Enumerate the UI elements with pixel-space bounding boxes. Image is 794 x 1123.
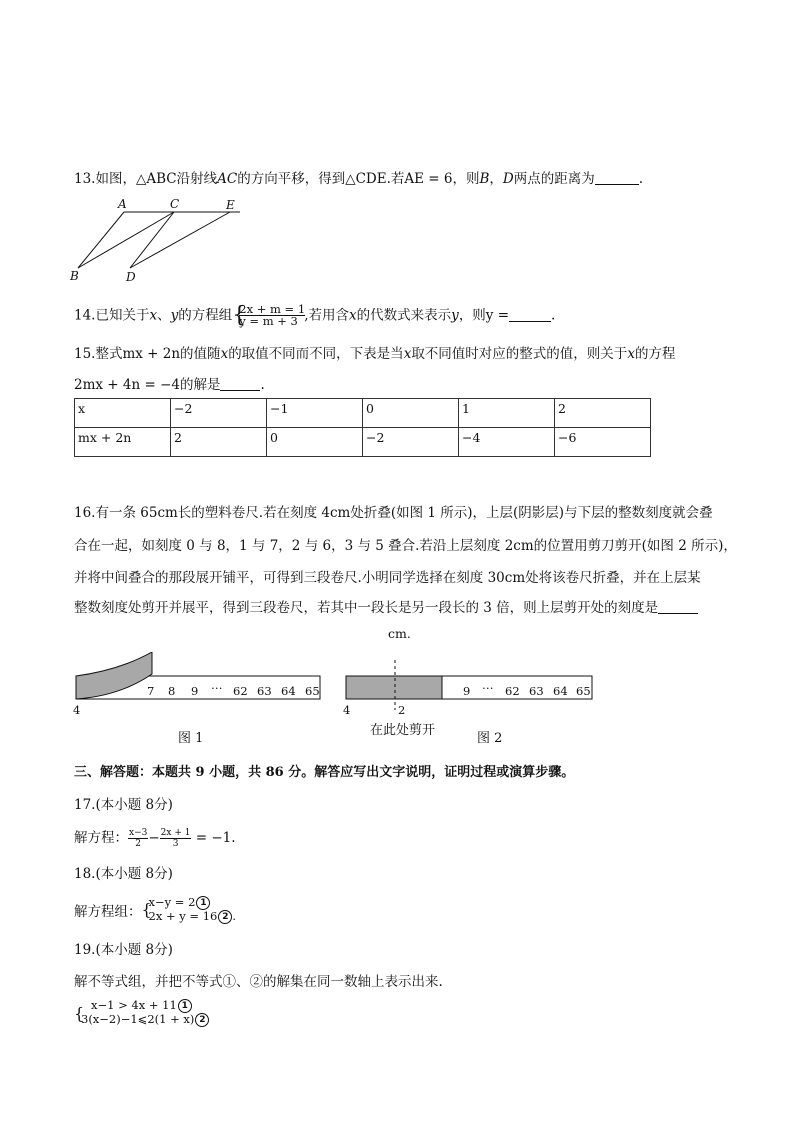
q14-prefix: 14.已知关于 <box>74 307 150 324</box>
tick-label: … <box>211 678 223 692</box>
tick-label: 63 <box>529 684 544 698</box>
q18-end: . <box>232 909 236 923</box>
table-cell: −4 <box>459 428 555 457</box>
q13-figure <box>66 196 256 286</box>
q14-text <box>74 303 555 329</box>
q14-equation-system <box>232 303 304 329</box>
q13-label-e: E <box>226 198 235 212</box>
tick-label: 7 <box>147 684 155 698</box>
q13-comma: ， <box>489 171 503 187</box>
q15-line2 <box>74 373 265 393</box>
q14-eq2: y = m + 3 <box>239 315 305 327</box>
q14-var-x: x <box>149 307 158 324</box>
q19-circle-1: 1 <box>178 999 192 1013</box>
q18-eq2: 2x + y = 16 <box>148 909 218 923</box>
q14-end: . <box>551 307 556 324</box>
q17-fraction-2 <box>160 828 192 849</box>
table-row <box>75 399 651 428</box>
q16-fig2-cut-label: 在此处剪开 <box>370 723 436 738</box>
table-cell: 0 <box>363 399 459 428</box>
q17-num2: 2x + 1 <box>160 828 191 838</box>
q15-line1-b: 的取值不同而不同，下表是当 <box>228 346 404 362</box>
q15-line2-text: 2mx + 4n = −4的解是 <box>74 377 221 393</box>
table-cell: x <box>75 399 171 428</box>
q18-equation <box>74 896 242 924</box>
q16-line1: 16.有一条 65cm长的塑料卷尺.若在刻度 4cm处折叠(如图 1 所示)，上层(阴影层)与下层的整数刻度就会叠 <box>74 505 713 521</box>
q13-end: . <box>638 171 644 187</box>
tick-label: … <box>482 678 494 692</box>
q18-eq1: x−y = 2 <box>148 895 196 909</box>
q13-point-b: B <box>479 171 490 187</box>
q13-text <box>74 167 643 187</box>
q16-line2: 合在一起，如刻度 0 与 8，1 与 7，2 与 6，3 与 5 叠合.若沿上层刻度 2cm的位置用剪刀剪开(如图 2 所示)， <box>74 538 737 554</box>
q13-suffix: 两点的距离为 <box>513 171 595 187</box>
q19-inequality-system <box>74 999 214 1027</box>
table-cell: 1 <box>459 399 555 428</box>
q15-line1-d: 的方程 <box>634 346 676 362</box>
table-cell: −6 <box>555 428 651 457</box>
q13-label-c: C <box>170 197 180 211</box>
tick-label: 8 <box>168 684 176 698</box>
q14-var-x2: x <box>349 307 357 324</box>
q15-value-table <box>74 398 651 457</box>
q15-answer-blank[interactable] <box>220 378 260 391</box>
q15-var-x3: x <box>627 346 635 362</box>
q19-eq1: x−1 > 4x + 11 <box>91 998 177 1012</box>
q16-line4 <box>74 596 698 616</box>
tick-label: 64 <box>281 684 296 698</box>
q14-mid4: ，则y = <box>458 307 510 324</box>
q15-line1 <box>74 342 675 362</box>
q14-eq1: 2x + m = 1 <box>239 302 306 316</box>
q16-fig2-folded-layer <box>346 676 442 699</box>
q15-line1-c: 取不同值时对应的整式的值，则关于 <box>411 346 628 362</box>
q13-label-b: B <box>70 269 79 283</box>
tick-label: 9 <box>191 684 199 698</box>
q16-fig2-caption: 图 2 <box>477 731 503 744</box>
q16-answer-blank[interactable] <box>658 601 698 614</box>
q17-minus: − <box>148 830 160 846</box>
tick-label: 62 <box>233 684 248 698</box>
table-cell: 2 <box>555 399 651 428</box>
table-cell: 2 <box>171 428 267 457</box>
q16-figure-1 <box>70 652 330 744</box>
tick-label: 9 <box>463 684 471 698</box>
q19-circle-2: 2 <box>195 1013 209 1027</box>
q13-label-d: D <box>126 270 136 284</box>
q16-fig1-caption: 图 1 <box>178 731 204 744</box>
q13-point-d: D <box>502 171 514 187</box>
q14-mid2: ,若用含 <box>304 307 350 324</box>
q15-var-x2: x <box>403 346 412 362</box>
q19-text: 解不等式组，并把不等式①、②的解集在同一数轴上表示出来. <box>74 974 443 990</box>
q14-mid3: 的代数式来表示 <box>356 307 452 324</box>
q17-equation <box>74 826 236 849</box>
q13-prefix: 13.如图， <box>74 171 136 187</box>
table-row <box>75 428 651 457</box>
q16-unit: cm. <box>388 626 411 641</box>
q14-var-y: y <box>170 307 179 324</box>
q17-rhs: = −1. <box>195 830 236 846</box>
q18-label: 解方程组： <box>74 904 142 920</box>
q13-mid2: 的方向平移，得到 <box>237 171 346 187</box>
tick-label: 65 <box>305 684 320 698</box>
q17-title: 17.(本小题 8分) <box>74 797 173 813</box>
tick-label: 62 <box>505 684 520 698</box>
q14-brace: { <box>232 303 247 328</box>
q13-mid3: .若AE = 6，则 <box>386 171 480 187</box>
section-3-heading: 三、解答题：本题共 9 小题，共 86 分。解答应写出文字说明，证明过程或演算步骤。 <box>74 765 575 780</box>
q16-line3: 并将中间叠合的那段展开铺平，可得到三段卷尺.小明同学选择在刻度 30cm处将该卷尺折叠，并在上层某 <box>74 570 701 586</box>
table-cell: −1 <box>267 399 363 428</box>
q14-var-y2: y <box>451 307 459 324</box>
q14-answer-blank[interactable] <box>509 309 551 322</box>
q13-triangle-cde: △CDE <box>345 171 387 187</box>
q17-fraction-1 <box>128 828 148 849</box>
q19-eq2: 3(x−2)−1⩽2(1 + x) <box>81 1012 195 1026</box>
q15-line1-a: 15.整式mx + 2n的值随 <box>74 346 221 362</box>
q17-label: 解方程： <box>74 830 128 846</box>
q17-den1: 2 <box>135 839 142 849</box>
table-cell: mx + 2n <box>75 428 171 457</box>
tick-label: 65 <box>576 684 591 698</box>
q15-var-x1: x <box>220 346 229 362</box>
tick-label: 64 <box>553 684 568 698</box>
q17-num1: x−3 <box>129 828 148 838</box>
q13-mid1: 沿射线 <box>176 171 218 187</box>
q16-line4-text: 整数刻度处剪开并展平，得到三段卷尺，若其中一段长是另一段长的 3 倍，则上层剪开处的刻度是 <box>74 600 659 616</box>
q14-mid: 的方程组 <box>178 307 233 324</box>
table-cell: −2 <box>363 428 459 457</box>
table-cell: −2 <box>171 399 267 428</box>
table-cell: 0 <box>267 428 363 457</box>
q13-ray-ac: AC <box>217 171 238 187</box>
q18-circle-1: 1 <box>196 896 210 910</box>
q16-fig1-left-label: 4 <box>73 703 81 717</box>
q13-label-a: A <box>118 197 127 211</box>
tick-label: 63 <box>257 684 272 698</box>
q19-title: 19.(本小题 8分) <box>74 942 173 958</box>
q13-answer-blank[interactable] <box>595 172 639 185</box>
q18-title: 18.(本小题 8分) <box>74 866 173 882</box>
q15-end: . <box>260 377 265 393</box>
q16-fig1-folded-layer <box>76 652 155 699</box>
q18-brace: { <box>141 900 152 919</box>
q16-fig2-left-label: 4 <box>343 703 351 717</box>
q19-system <box>74 999 214 1027</box>
q17-den2: 3 <box>172 839 179 849</box>
q18-circle-2: 2 <box>218 910 232 924</box>
q14-sep: 、 <box>157 307 171 324</box>
q16-fig2-mark-label: 2 <box>398 703 406 717</box>
q19-brace: { <box>74 1004 85 1023</box>
q16-figure-2 <box>340 652 600 744</box>
q18-equation-system <box>142 896 242 924</box>
q13-triangle-abc: △ABC <box>135 171 177 187</box>
